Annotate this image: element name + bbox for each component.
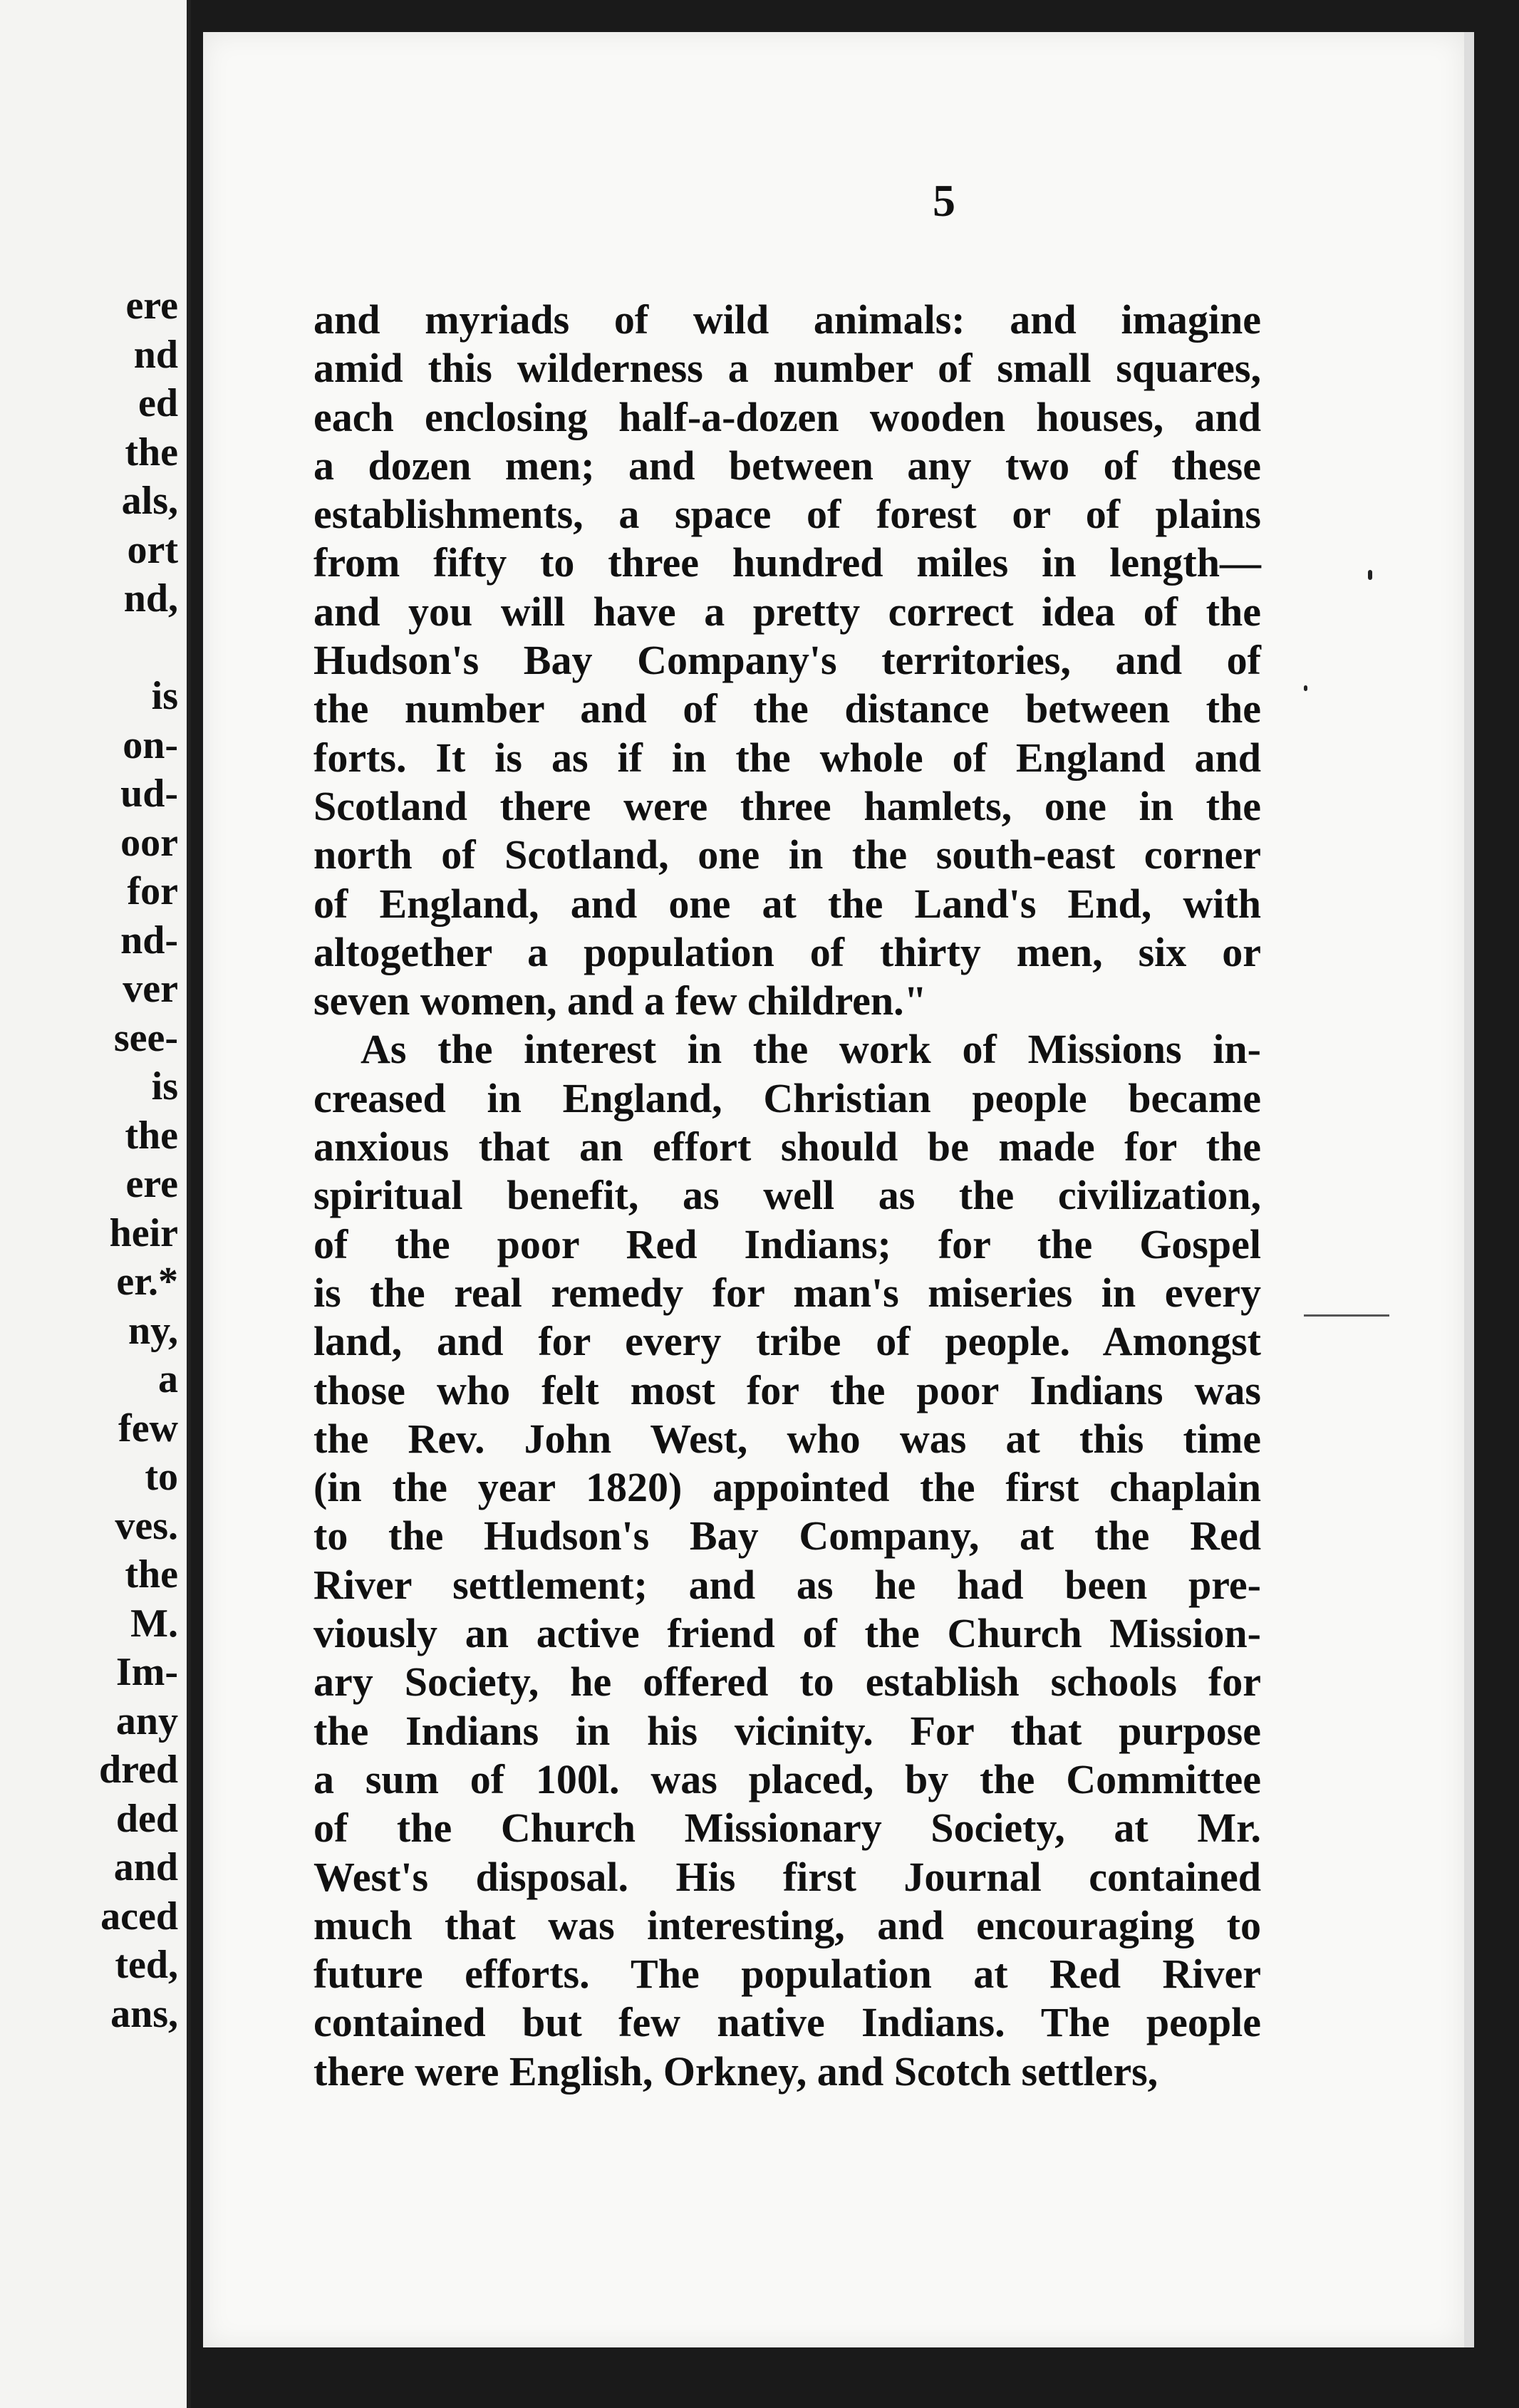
text-line: the Rev. John West, who was at this time xyxy=(313,1415,1261,1462)
text-line: and you will have a pretty correct idea of the xyxy=(313,588,1261,635)
text-line: West's disposal. His first Journal contained xyxy=(313,1853,1261,1900)
text-line: anxious that an effort should be made for the xyxy=(313,1123,1261,1171)
left-page-fragment: ort xyxy=(127,527,178,572)
text-line: to the Hudson's Bay Company, at the Red xyxy=(313,1512,1261,1560)
left-page-fragment: see- xyxy=(113,1015,178,1060)
left-page-fragment: the xyxy=(125,1113,178,1158)
left-page-fragment: is xyxy=(151,674,178,718)
text-line: Hudson's Bay Company's territories, and of xyxy=(313,637,1261,684)
left-page-fragment: for xyxy=(127,869,178,913)
left-page-fragment: nd- xyxy=(120,918,178,962)
text-line: a dozen men; and between any two of these xyxy=(313,442,1261,489)
text-line: of England, and one at the Land's End, with xyxy=(313,880,1261,927)
left-page-fragment: ted, xyxy=(115,1943,178,1987)
text-line: altogether a population of thirty men, six or xyxy=(313,928,1261,975)
text-line: those who felt most for the poor Indians was xyxy=(313,1366,1261,1413)
left-page-fragment: on- xyxy=(123,722,178,767)
left-page-text-fragments xyxy=(50,281,178,2038)
left-page-fragment: dred xyxy=(99,1748,178,1792)
stray-mark xyxy=(1304,1314,1389,1317)
left-page-fragment: ed xyxy=(138,381,178,425)
left-page-fragment: nd xyxy=(133,332,178,377)
left-page-fragment: M. xyxy=(130,1601,178,1646)
left-page-fragment: to xyxy=(145,1455,178,1499)
text-line: of the Church Missionary Society, at Mr. xyxy=(313,1805,1261,1852)
page-number: 5 xyxy=(933,175,955,226)
left-page-fragment: ny, xyxy=(128,1308,178,1353)
left-page-fragment: ud- xyxy=(120,772,178,816)
text-line: from fifty to three hundred miles in length— xyxy=(313,539,1261,586)
text-line: is the real remedy for man's miseries in every xyxy=(313,1269,1261,1316)
text-line: Scotland there were three hamlets, one in the xyxy=(313,782,1261,829)
left-page-fragment: Im- xyxy=(115,1650,178,1694)
text-line: As the interest in the work of Missions in- xyxy=(361,1026,1261,1073)
text-line: land, and for every tribe of people. Amongst xyxy=(313,1318,1261,1365)
text-line: forts. It is as if in the whole of England and xyxy=(313,734,1261,781)
left-page-fragment: any xyxy=(115,1698,178,1743)
left-page-fragment: ans, xyxy=(110,1991,178,2036)
text-line: spiritual benefit, as well as the civilization, xyxy=(313,1172,1261,1219)
text-line: a sum of 100l. was placed, by the Committee xyxy=(313,1755,1261,1802)
left-page-fragment: the xyxy=(125,430,178,474)
text-line: and myriads of wild animals: and imagine xyxy=(313,296,1261,343)
left-page-fragment: ere xyxy=(125,1162,178,1206)
stray-mark xyxy=(1368,570,1372,580)
stray-mark xyxy=(1304,685,1307,691)
left-page-fragment: ves. xyxy=(115,1503,178,1548)
text-line: of the poor Red Indians; for the Gospel xyxy=(313,1220,1261,1267)
left-page-fragment: aced xyxy=(100,1894,178,1939)
left-page-fragment: ere xyxy=(125,284,178,328)
text-line: the Indians in his vicinity. For that purpose xyxy=(313,1707,1261,1754)
left-page-fragment: ded xyxy=(115,1796,178,1841)
page-edge xyxy=(1464,32,1474,2347)
left-page-fragment: ver xyxy=(123,967,178,1011)
text-line: much that was interesting, and encouraging to xyxy=(313,1901,1261,1948)
left-page-fragment xyxy=(50,623,178,673)
text-line: (in the year 1820) appointed the first chaplain xyxy=(313,1464,1261,1511)
left-page-fragment: nd, xyxy=(123,576,178,621)
text-line: River settlement; and as he had been pre- xyxy=(313,1561,1261,1608)
body-text xyxy=(313,296,1261,2096)
main-page xyxy=(203,32,1464,2347)
text-line: amid this wilderness a number of small squares, xyxy=(313,345,1261,392)
text-line: the number and of the distance between the xyxy=(313,685,1261,732)
left-page-fragment: the xyxy=(125,1552,178,1597)
text-line: each enclosing half-a-dozen wooden houses, and xyxy=(313,393,1261,440)
text-line: there were English, Orkney, and Scotch settlers, xyxy=(313,2048,1158,2095)
left-page-fragment: is xyxy=(151,1064,178,1109)
text-line: seven women, and a few children." xyxy=(313,977,927,1024)
left-page-fragment: oor xyxy=(120,820,178,865)
text-line: contained but few native Indians. The people xyxy=(313,1999,1261,2046)
text-line: ary Society, he offered to establish schools for xyxy=(313,1659,1261,1706)
left-page-fragment: als, xyxy=(121,479,178,523)
left-facing-page xyxy=(0,0,191,2408)
text-line: north of Scotland, one in the south-east corner xyxy=(313,831,1261,878)
left-page-fragment: heir xyxy=(109,1210,178,1255)
left-page-fragment: few xyxy=(118,1406,178,1450)
text-line: future efforts. The population at Red River xyxy=(313,1951,1261,1998)
text-line: viously an active friend of the Church Mission- xyxy=(313,1610,1261,1657)
text-line: establishments, a space of forest or of plains xyxy=(313,491,1261,538)
left-page-fragment: a xyxy=(158,1357,178,1401)
text-line: creased in England, Christian people became xyxy=(313,1074,1261,1121)
left-page-fragment: and xyxy=(113,1845,178,1889)
left-page-fragment: er.* xyxy=(116,1260,178,1304)
page-gutter xyxy=(187,0,191,2408)
